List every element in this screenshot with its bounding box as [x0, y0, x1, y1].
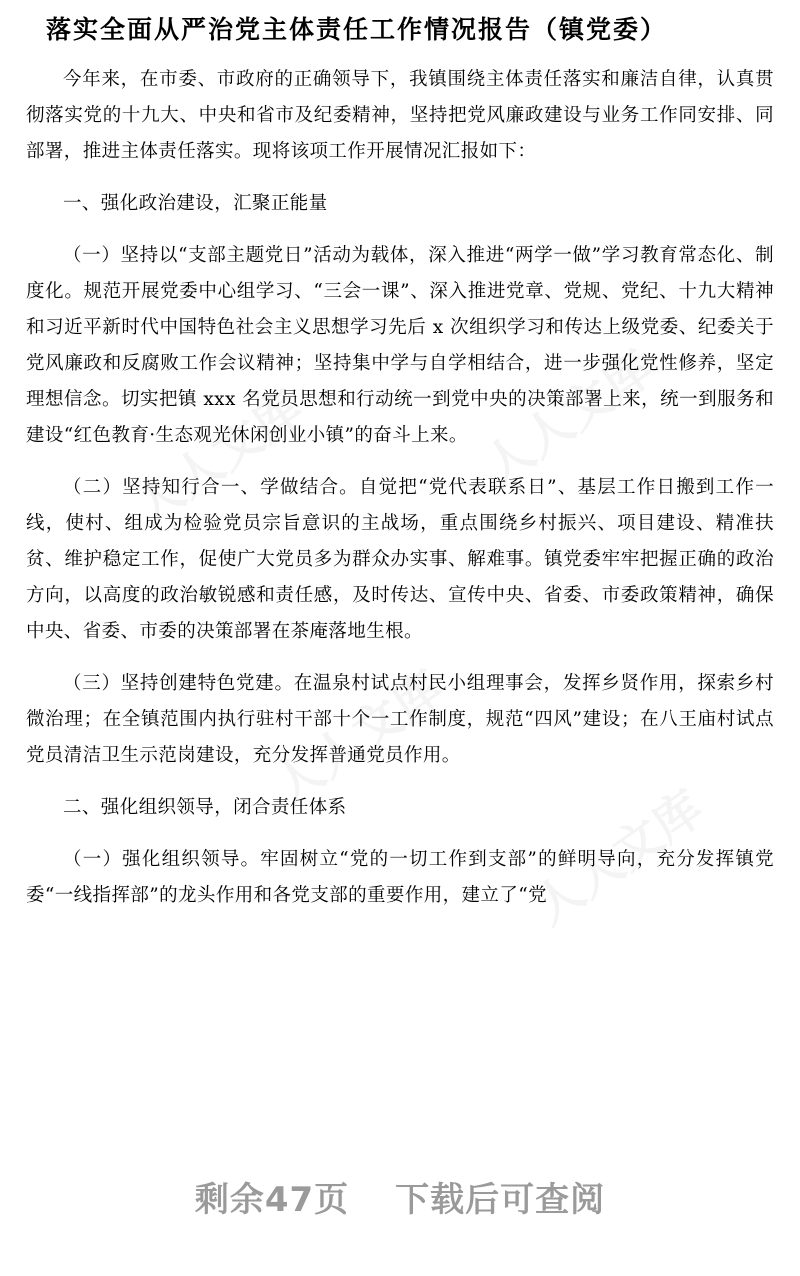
section-1-paragraph-1: （一）坚持以“支部主题党日”活动为载体，深入推进“两学一做”学习教育常态化、制度化。规范开展党委中心组学习、“三会一课”、深入推进党章、党规、党纪、十九大精神和习近平新时代中国特色社会主义思想学习先后 x 次组织学习和传达上级党委、纪委关于党风廉政和反腐败工作会议精神；坚持集中学与自学相结合，进一步强化党性修养，坚定理想信念。切实把镇 xxx 名党员思想和行动统一到党中央的决策部署上来，统一到服务和建设“红色教育·生态观光休闲创业小镇”的奋斗上来。: [26, 245, 774, 446]
download-banner[interactable]: [0, 1172, 800, 1221]
document-body: [26, 10, 774, 930]
section-1-paragraph-2: （二）坚持知行合一、学做结合。自觉把“党代表联系日”、基层工作日搬到工作一线，使村、组成为检验党员宗旨意识的主战场，重点围绕乡村振兴、项目建设、精准扶贫、维护稳定工作，促使广大党员多为群众办实事、解难事。镇党委牢牢把握正确的政治方向，以高度的政治敏锐感和责任感，及时传达、宣传中央、省委、市委政策精神，确保中央、省委、市委的决策部署在茶庵落地生根。: [26, 477, 774, 642]
document-title: 落实全面从严治党主体责任工作情况报告（镇党委）: [46, 15, 668, 44]
section-2-heading: 二、强化组织领导，闭合责任体系: [63, 797, 347, 818]
download-to-view-text: 下载后可查阅: [395, 1180, 606, 1220]
section-1-heading: 一、强化政治建设，汇聚正能量: [63, 193, 328, 214]
intro-paragraph: 今年来，在市委、市政府的正确领导下，我镇围绕主体责任落实和廉洁自律，认真贯彻落实党的十九大、中央和省市及纪委精神，坚持把党风廉政建设与业务工作同安排、同部署，推进主体责任落实。现将该项工作开展情况汇报如下：: [26, 69, 774, 162]
section-2-paragraph-1: （一）强化组织领导。牢固树立“党的一切工作到支部”的鲜明导向，充分发挥镇党委“一线指挥部”的龙头作用和各党支部的重要作用，建立了“党: [26, 849, 774, 906]
remaining-pages-text: 剩余47页: [194, 1180, 350, 1220]
section-1-paragraph-3: （三）坚持创建特色党建。在温泉村试点村民小组理事会，发挥乡贤作用，探索乡村微治理；在全镇范围内执行驻村干部十个一工作制度，规范“四风”建设；在八王庙村试点党员清洁卫生示范岗建设，充分发挥普通党员作用。: [26, 673, 774, 766]
